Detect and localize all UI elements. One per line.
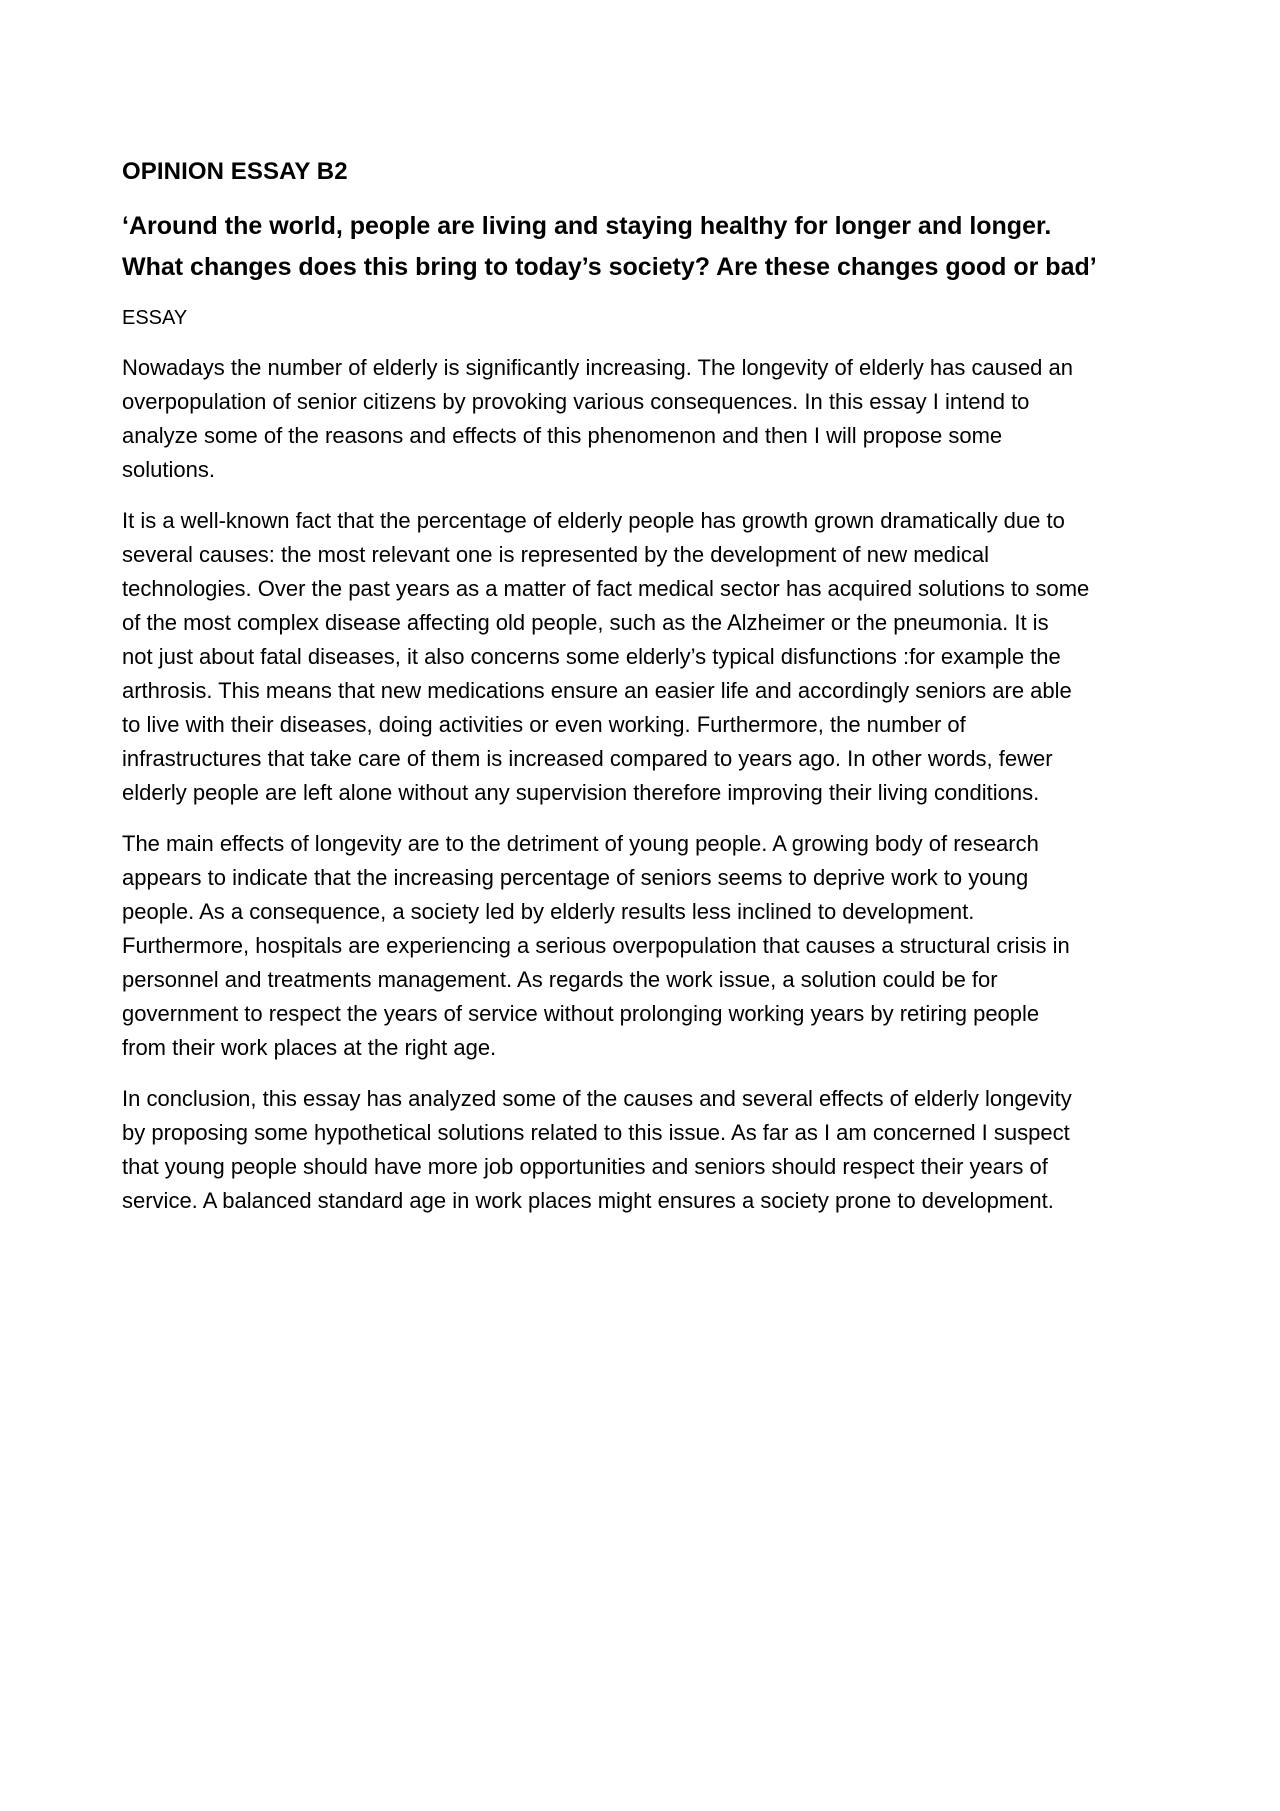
text-line: elderly people are left alone without any supervision therefore improving their living conditions. bbox=[122, 780, 1040, 805]
text-line: In conclusion, this essay has analyzed some of the causes and several effects of elderly longevity bbox=[122, 1086, 1072, 1111]
document-content bbox=[122, 156, 1172, 1235]
text-line: The main effects of longevity are to the detriment of young people. A growing body of research bbox=[122, 831, 1039, 856]
paragraph-effects bbox=[122, 827, 1172, 1065]
text-line: several causes: the most relevant one is represented by the development of new medical bbox=[122, 542, 990, 567]
text-line: service. A balanced standard age in work places might ensures a society prone to development. bbox=[122, 1188, 1054, 1213]
text-line: not just about fatal diseases, it also concerns some elderly’s typical disfunctions :for example the bbox=[122, 644, 1061, 669]
text-line: It is a well-known fact that the percentage of elderly people has growth grown dramatically due to bbox=[122, 508, 1065, 533]
text-line: Nowadays the number of elderly is significantly increasing. The longevity of elderly has caused an bbox=[122, 355, 1073, 380]
document-title: OPINION ESSAY B2 bbox=[122, 158, 348, 185]
text-line: analyze some of the reasons and effects of this phenomenon and then I will propose some bbox=[122, 423, 1003, 448]
text-line: from their work places at the right age. bbox=[122, 1035, 497, 1060]
essay-prompt bbox=[122, 206, 1172, 288]
paragraph-conclusion bbox=[122, 1082, 1172, 1218]
text-line: Furthermore, hospitals are experiencing a serious overpopulation that causes a structural crisis in bbox=[122, 933, 1070, 958]
text-line: technologies. Over the past years as a matter of fact medical sector has acquired solutions to some bbox=[122, 576, 1090, 601]
text-line: to live with their diseases, doing activities or even working. Furthermore, the number of bbox=[122, 712, 966, 737]
prompt-line: What changes does this bring to today’s society? Are these changes good or bad’ bbox=[122, 253, 1097, 281]
text-line: infrastructures that take care of them is increased compared to years ago. In other words, fewer bbox=[122, 746, 1053, 771]
text-line: people. As a consequence, a society led by elderly results less inclined to development. bbox=[122, 899, 975, 924]
text-line: by proposing some hypothetical solutions related to this issue. As far as I am concerned I suspect bbox=[122, 1120, 1070, 1145]
text-line: solutions. bbox=[122, 457, 215, 482]
prompt-line: ‘Around the world, people are living and staying healthy for longer and longer. bbox=[122, 212, 1052, 240]
text-line: overpopulation of senior citizens by provoking various consequences. In this essay I intend to bbox=[122, 389, 1030, 414]
text-line: personnel and treatments management. As regards the work issue, a solution could be for bbox=[122, 967, 998, 992]
paragraph-introduction bbox=[122, 351, 1172, 487]
text-line: government to respect the years of service without prolonging working years by retiring people bbox=[122, 1001, 1040, 1026]
text-line: of the most complex disease affecting old people, such as the Alzheimer or the pneumonia. It is bbox=[122, 610, 1049, 635]
section-label: ESSAY bbox=[122, 307, 188, 329]
text-line: that young people should have more job opportunities and seniors should respect their years of bbox=[122, 1154, 1048, 1179]
text-line: arthrosis. This means that new medications ensure an easier life and accordingly seniors are able bbox=[122, 678, 1072, 703]
text-line: appears to indicate that the increasing percentage of seniors seems to deprive work to young bbox=[122, 865, 1029, 890]
paragraph-causes bbox=[122, 504, 1172, 810]
